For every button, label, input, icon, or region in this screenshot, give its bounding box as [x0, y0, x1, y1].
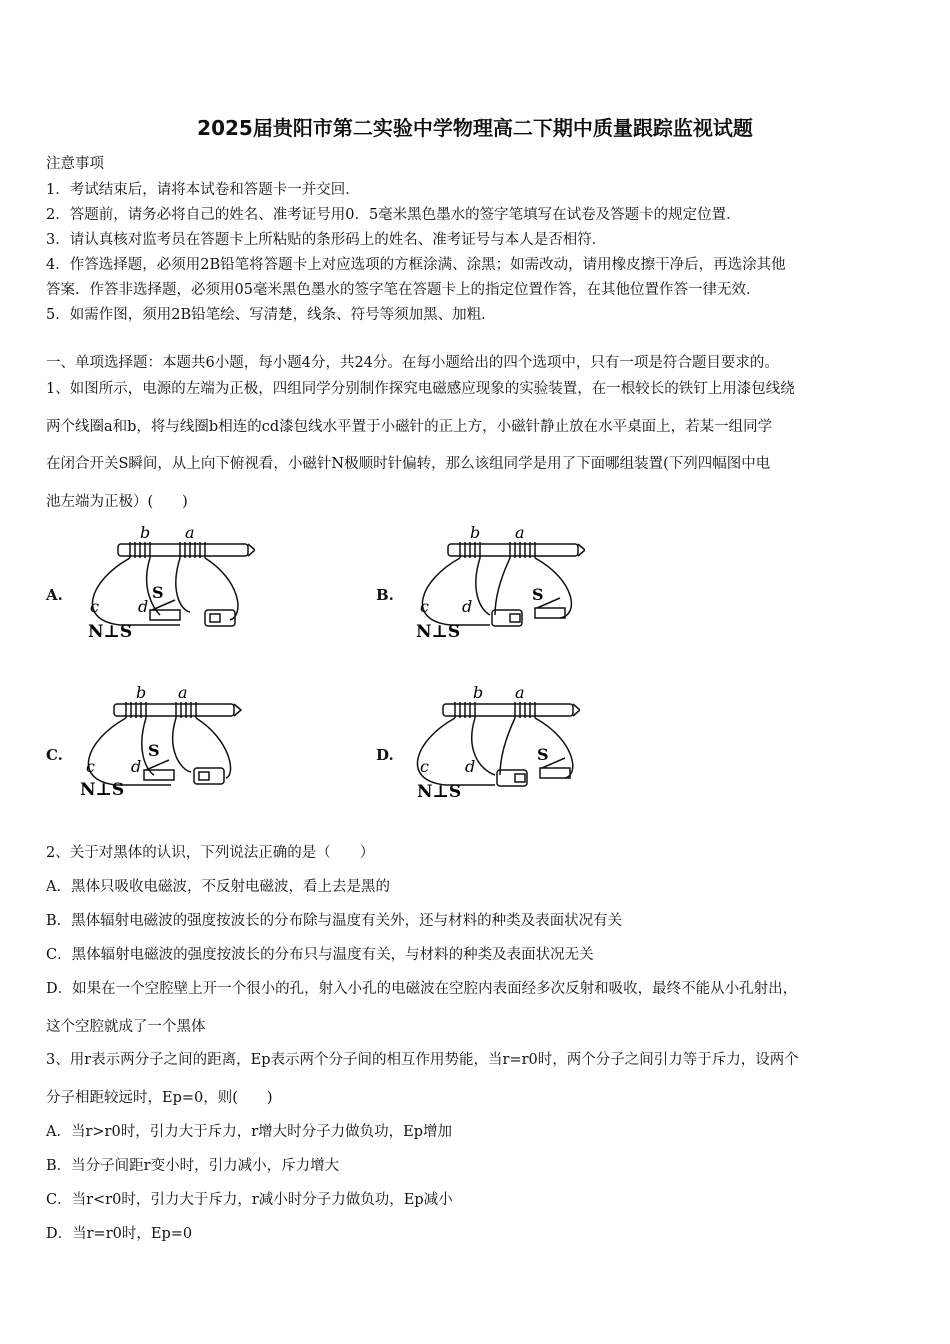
- figure-d-coil-a: a: [515, 683, 525, 702]
- question-2-option: D．如果在一个空腔壁上开一个很小的孔，射入小孔的电磁波在空腔内表面经多次反射和吸收，最终不能从小孔射出，: [46, 981, 798, 997]
- question-3-option: B．当分子间距r变小时，引力减小，斥力增大: [46, 1158, 340, 1174]
- figure-c-wire-c: c: [86, 757, 95, 776]
- notice-item: 答案．作答非选择题，必须用05毫米黑色墨水的签字笔在答题卡上的指定位置作答，在其他位置作答一律无效．: [46, 282, 761, 298]
- notice-item: 1．考试结束后，请将本试卷和答题卡一并交回．: [46, 182, 360, 198]
- figure-d-coil-b: b: [473, 683, 484, 702]
- figure-a-wire-c: c: [90, 597, 99, 616]
- notice-item: 2．答题前，请务必将自己的姓名、准考证号用0．5毫米黑色墨水的签字笔填写在试卷及答题卡的规定位置．: [46, 207, 741, 223]
- question-3-option: D．当r=r0时，Ep=0: [46, 1226, 193, 1242]
- figure-d-switch: S: [537, 745, 549, 764]
- section-heading: 一、单项选择题：本题共6小题，每小题4分，共24分。在每小题给出的四个选项中，只有一项是符合题目要求的。: [46, 355, 779, 371]
- figure-c-label: C.: [46, 746, 63, 764]
- figure-c-needle: N⊥S: [80, 780, 125, 800]
- figure-c-coil-a: a: [178, 683, 188, 702]
- figure-a-needle: N⊥S: [88, 622, 133, 642]
- figure-d-diagram: [405, 680, 580, 805]
- figure-b-coil-b: b: [470, 523, 481, 542]
- figure-d-label: D.: [376, 746, 394, 764]
- question-1-line: 两个线圈a和b，将与线圈b相连的cd漆包线水平置于小磁针的正上方，小磁针静止放在水平桌面上，若某一组同学: [46, 419, 773, 435]
- figure-d-wire-c: c: [420, 757, 429, 776]
- figure-a-coil-b: b: [140, 523, 151, 542]
- figure-b-wire-c: c: [420, 597, 429, 616]
- figure-b-wire-d: d: [462, 597, 473, 616]
- figure-c-coil-b: b: [136, 683, 147, 702]
- question-2-stem: 2、关于对黑体的认识，下列说法正确的是（ ）: [46, 845, 375, 861]
- notice-item: 3．请认真核对监考员在答题卡上所粘贴的条形码上的姓名、准考证号与本人是否相符．: [46, 232, 607, 248]
- question-3-option: C．当r<r0时，引力大于斥力，r减小时分子力做负功，Ep减小: [46, 1192, 453, 1208]
- figure-c-diagram: [76, 680, 251, 805]
- question-2-option: A．黑体只吸收电磁波，不反射电磁波，看上去是黑的: [46, 879, 390, 895]
- figure-a-coil-a: a: [185, 523, 195, 542]
- figure-a-diagram: [80, 520, 255, 645]
- page-title: 2025届贵阳市第二实验中学物理高二下期中质量跟踪监视试题: [197, 116, 753, 140]
- question-3-stem: 分子相距较远时，Ep=0，则( ): [46, 1090, 273, 1106]
- question-2-option: B．黑体辐射电磁波的强度按波长的分布除与温度有关外，还与材料的种类及表面状况有关: [46, 913, 623, 929]
- figure-d-needle: N⊥S: [417, 782, 462, 802]
- figure-b-needle: N⊥S: [416, 622, 461, 642]
- figure-b-switch: S: [532, 585, 544, 604]
- question-2-option: C．黑体辐射电磁波的强度按波长的分布只与温度有关，与材料的种类及表面状况无关: [46, 947, 594, 963]
- question-3-stem: 3、用r表示两分子之间的距离，Ep表示两个分子间的相互作用势能，当r=r0时，两个分子之间引力等于斥力，设两个: [46, 1052, 799, 1068]
- figure-b-label: B.: [376, 586, 394, 604]
- figure-c-wire-d: d: [131, 757, 142, 776]
- notice-item: 5．如需作图，须用2B铅笔绘、写清楚，线条、符号等须加黑、加粗．: [46, 307, 496, 323]
- notice-item: 4．作答选择题，必须用2B铅笔将答题卡上对应选项的方框涂满、涂黑；如需改动，请用橡皮擦干净后，再选涂其他: [46, 257, 786, 273]
- figure-a-switch: S: [152, 583, 164, 602]
- figure-a-wire-d: d: [138, 597, 149, 616]
- notice-heading: 注意事项: [46, 156, 104, 172]
- question-1-line: 在闭合开关S瞬间，从上向下俯视看，小磁针N极顺时针偏转，那么该组同学是用了下面哪组装置(下列四幅图中电: [46, 456, 771, 472]
- figure-b-coil-a: a: [515, 523, 525, 542]
- figure-c-switch: S: [148, 741, 160, 760]
- question-2-option-cont: 这个空腔就成了一个黑体: [46, 1019, 206, 1035]
- question-1-line: 1、如图所示，电源的左端为正极，四组同学分别制作探究电磁感应现象的实验装置，在一根较长的铁钉上用漆包线绕: [46, 381, 795, 397]
- question-3-option: A．当r>r0时，引力大于斥力，r增大时分子力做负功，Ep增加: [46, 1124, 453, 1140]
- question-1-line: 池左端为正极）( ): [46, 494, 188, 510]
- figure-d-wire-d: d: [465, 757, 476, 776]
- figure-a-label: A.: [46, 586, 63, 604]
- figure-b-diagram: [410, 520, 585, 645]
